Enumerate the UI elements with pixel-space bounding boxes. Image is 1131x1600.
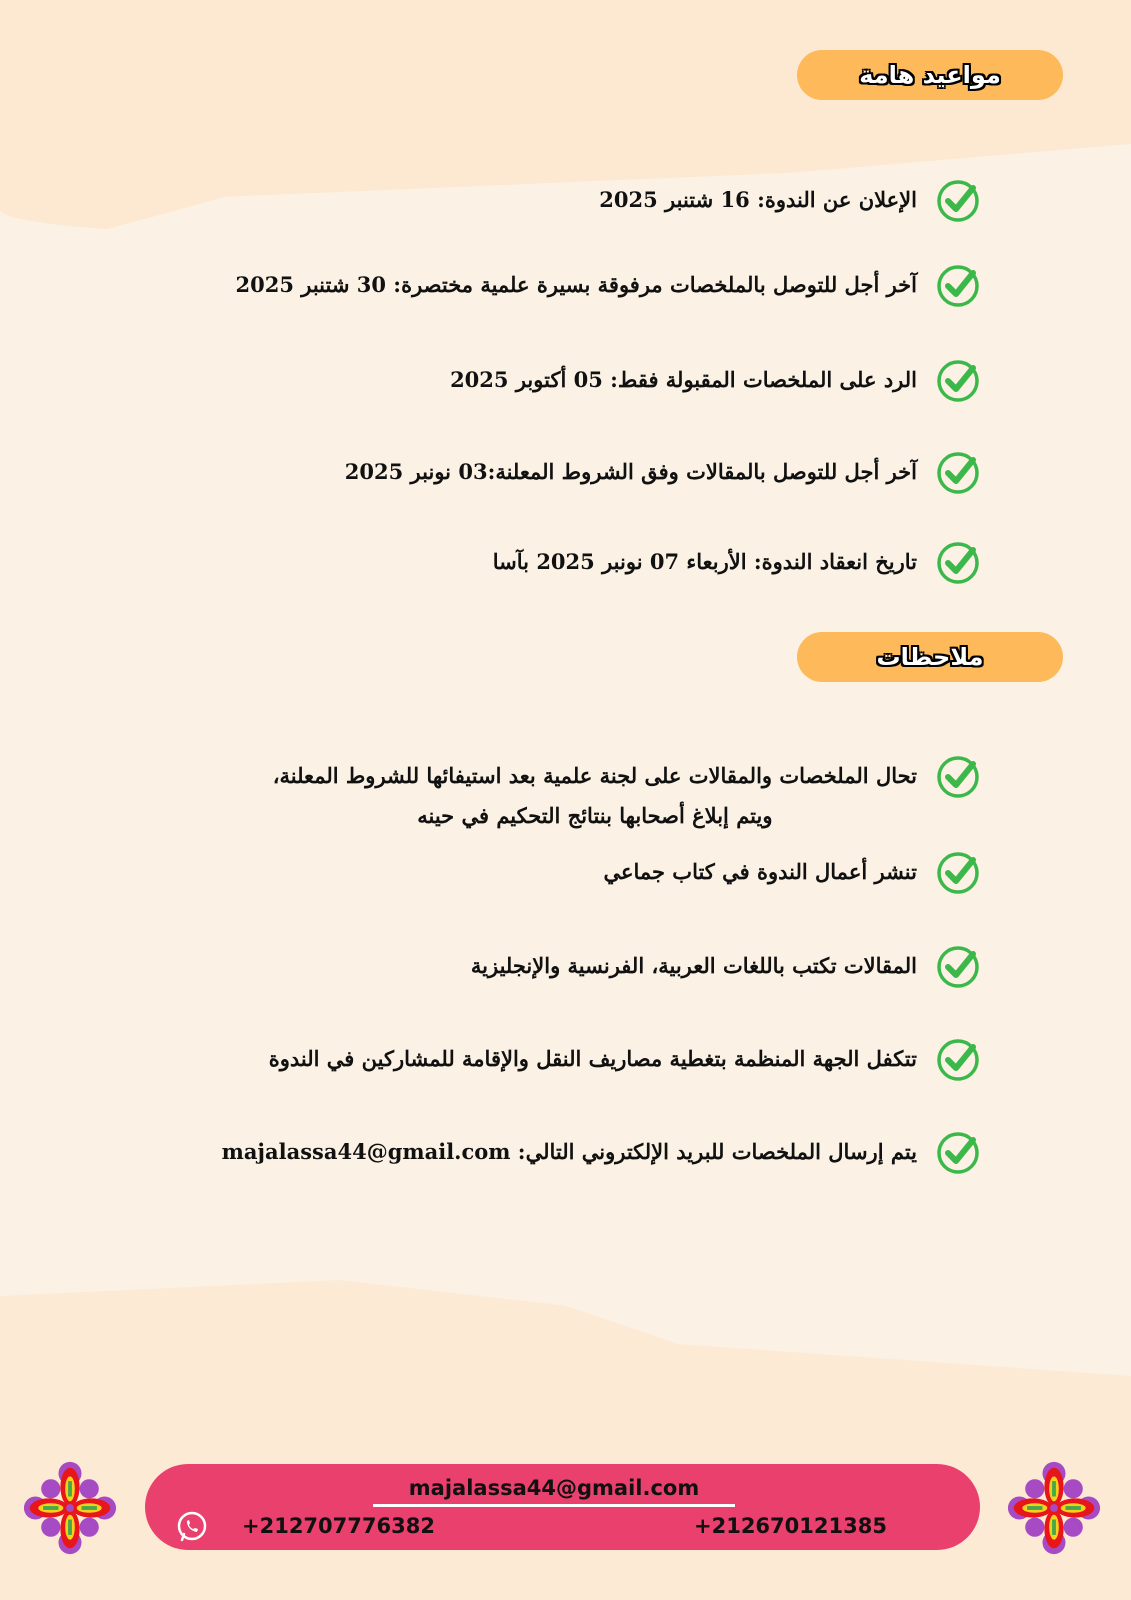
item-text-line1: تحال الملخصات والمقالات على لجنة علمية بعد استيفائها للشروط المعلنة،: [272, 763, 917, 788]
item-text: تتكفل الجهة المنظمة بتغطية مصاريف النقل والإقامة للمشاركين في الندوة: [268, 1046, 917, 1071]
list-item: [599, 178, 981, 224]
item-text: يتم إرسال الملخصات للبريد الإلكتروني التالي: majalassa44@gmail.com: [221, 1139, 917, 1164]
item-text: آخر أجل للتوصل بالملخصات مرفوقة بسيرة علمية مختصرة: 30 شتنبر 2025: [235, 272, 917, 297]
list-item: [345, 450, 981, 496]
check-circle-icon: [935, 263, 981, 309]
item-text: المقالات تكتب باللغات العربية، الفرنسية والإنجليزية: [470, 953, 917, 978]
check-circle-icon: [935, 1130, 981, 1176]
list-item: [273, 754, 981, 836]
list-item: [235, 263, 981, 309]
check-circle-icon: [935, 754, 981, 800]
item-text: آخر أجل للتوصل بالمقالات وفق الشروط المعلنة:03 نونبر 2025: [344, 459, 917, 484]
check-circle-icon: [935, 850, 981, 896]
floral-ornament-left-icon: [22, 1460, 118, 1556]
whatsapp-icon: [175, 1510, 209, 1544]
list-item: [269, 1037, 981, 1083]
item-text: الإعلان عن الندوة: 16 شتنبر 2025: [599, 187, 917, 212]
section-title: مواعيد هامة: [859, 61, 1001, 89]
section-title: ملاحظات: [876, 643, 984, 671]
section-header-notes: [797, 632, 1063, 682]
item-text-line2: ويتم إبلاغ أصحابها بنتائج التحكيم في حينه: [417, 803, 773, 828]
check-circle-icon: [935, 358, 981, 404]
phone-number-left[interactable]: +212707776382: [242, 1514, 435, 1538]
list-item: [450, 358, 981, 404]
list-item: [603, 850, 981, 896]
item-text: الرد على الملخصات المقبولة فقط: 05 أكتوبر 2025: [450, 367, 917, 392]
section-header-important-dates: [797, 50, 1063, 100]
check-circle-icon: [935, 450, 981, 496]
footer-email-link[interactable]: majalassa44@gmail.com: [373, 1476, 735, 1507]
phone-number-right[interactable]: +212670121385: [694, 1514, 887, 1538]
list-item: [493, 540, 981, 586]
check-circle-icon: [935, 944, 981, 990]
list-item: [471, 944, 981, 990]
item-text-multiline: [273, 756, 917, 836]
list-item: [222, 1130, 981, 1176]
floral-ornament-right-icon: [1006, 1460, 1102, 1556]
item-text: تاريخ انعقاد الندوة: الأربعاء 07 نونبر 2025 بآسا: [492, 549, 917, 574]
check-circle-icon: [935, 178, 981, 224]
check-circle-icon: [935, 540, 981, 586]
background-texture-bottom: [0, 1280, 1131, 1600]
check-circle-icon: [935, 1037, 981, 1083]
item-text: تنشر أعمال الندوة في كتاب جماعي: [603, 859, 917, 884]
